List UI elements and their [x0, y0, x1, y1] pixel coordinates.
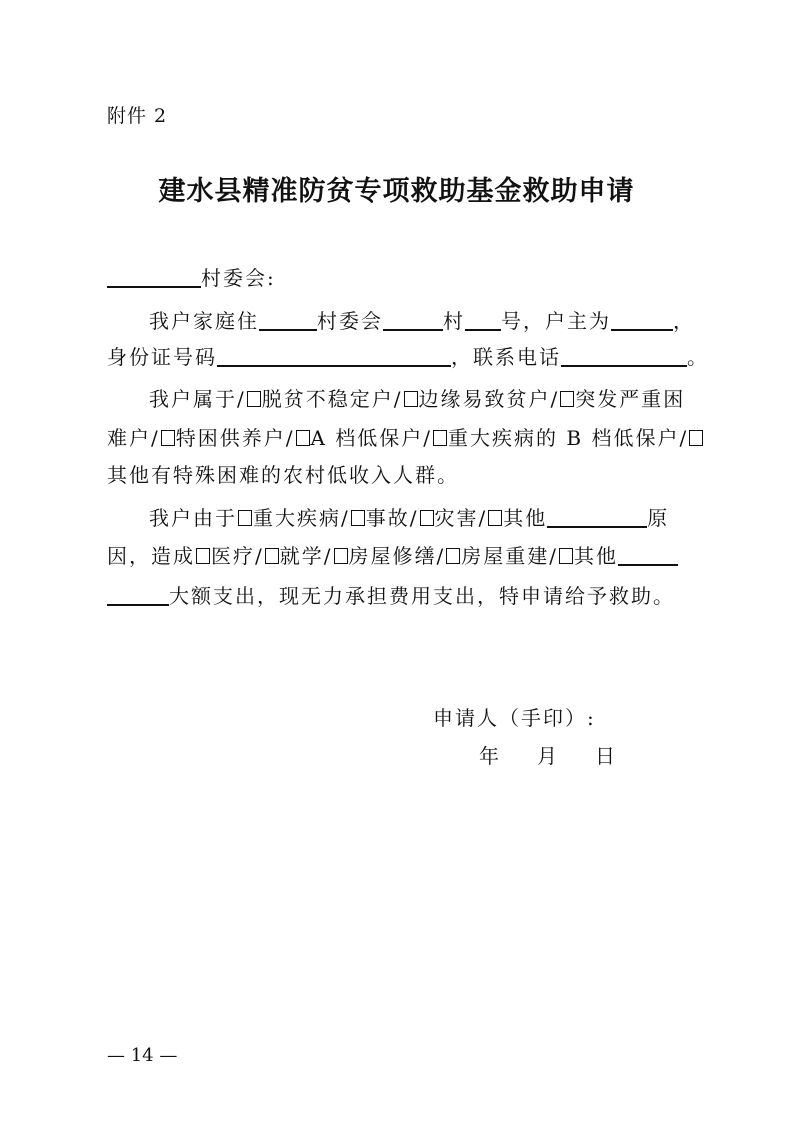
checkbox-other-expense[interactable]: [559, 548, 573, 564]
other-expense-blank[interactable]: [618, 544, 678, 566]
page-number: — 14 —: [107, 1045, 178, 1066]
addressee-line: [107, 266, 276, 290]
date-line: [479, 744, 617, 768]
category-line-3: 其他有特殊困难的农村低收入人群。: [107, 463, 459, 487]
checkbox-accident[interactable]: [351, 510, 365, 526]
checkbox-other-low-income[interactable]: [689, 430, 703, 446]
checkbox-major-illness[interactable]: [238, 510, 252, 526]
checkbox-a-grade-subsidy[interactable]: [296, 430, 310, 446]
phone-blank[interactable]: [561, 345, 687, 367]
residence-village-name-blank[interactable]: [383, 309, 443, 331]
addressee-text: 村委会:: [201, 266, 276, 290]
checkbox-sudden-hardship[interactable]: [560, 391, 574, 407]
document-title: 建水县精准防贫专项救助基金救助申请: [158, 176, 635, 207]
checkbox-special-support[interactable]: [161, 430, 175, 446]
checkbox-medical[interactable]: [196, 548, 210, 564]
date-month: 月: [537, 744, 559, 768]
residence-line: 我户家庭住 村委会 村 号，户主为 ，: [149, 309, 695, 333]
id-number-blank[interactable]: [217, 345, 451, 367]
id-phone-line: 身份证号码 ，联系电话 。: [107, 345, 709, 369]
other-cause-blank[interactable]: [547, 506, 647, 528]
expense-line: 因，造成 医疗/ 就学/ 房屋修缮/ 房屋重建/ 其他: [107, 544, 678, 568]
village-committee-blank[interactable]: [107, 266, 201, 288]
applicant-signature-label: 申请人（手印）:: [433, 706, 596, 730]
residence-village-blank[interactable]: [259, 309, 317, 331]
other-expense-blank-cont[interactable]: [107, 584, 169, 606]
checkbox-house-rebuild[interactable]: [446, 548, 460, 564]
date-day: 日: [595, 744, 617, 768]
annex-label: 附件 2: [107, 105, 168, 127]
cause-line: 我户由于 重大疾病/ 事故/ 灾害/ 其他 原: [149, 506, 670, 530]
request-line: 大额支出，现无力承担费用支出，特申请给予救助。: [107, 584, 675, 608]
category-line-2: 难户/ 特困供养户/ A 档低保户/ 重大疾病的 B 档低保户/: [107, 426, 704, 450]
checkbox-other-cause[interactable]: [488, 510, 502, 526]
householder-blank[interactable]: [611, 309, 673, 331]
house-number-blank[interactable]: [465, 309, 501, 331]
checkbox-edge-poverty[interactable]: [404, 391, 418, 407]
category-line-1: 我户属于/ 脱贫不稳定户/ 边缘易致贫户/ 突发严重困: [149, 387, 686, 411]
date-year: 年: [479, 744, 501, 768]
checkbox-unstable-poverty[interactable]: [247, 391, 261, 407]
checkbox-disaster[interactable]: [420, 510, 434, 526]
checkbox-b-grade-subsidy[interactable]: [433, 430, 447, 446]
checkbox-education[interactable]: [265, 548, 279, 564]
checkbox-house-repair[interactable]: [334, 548, 348, 564]
